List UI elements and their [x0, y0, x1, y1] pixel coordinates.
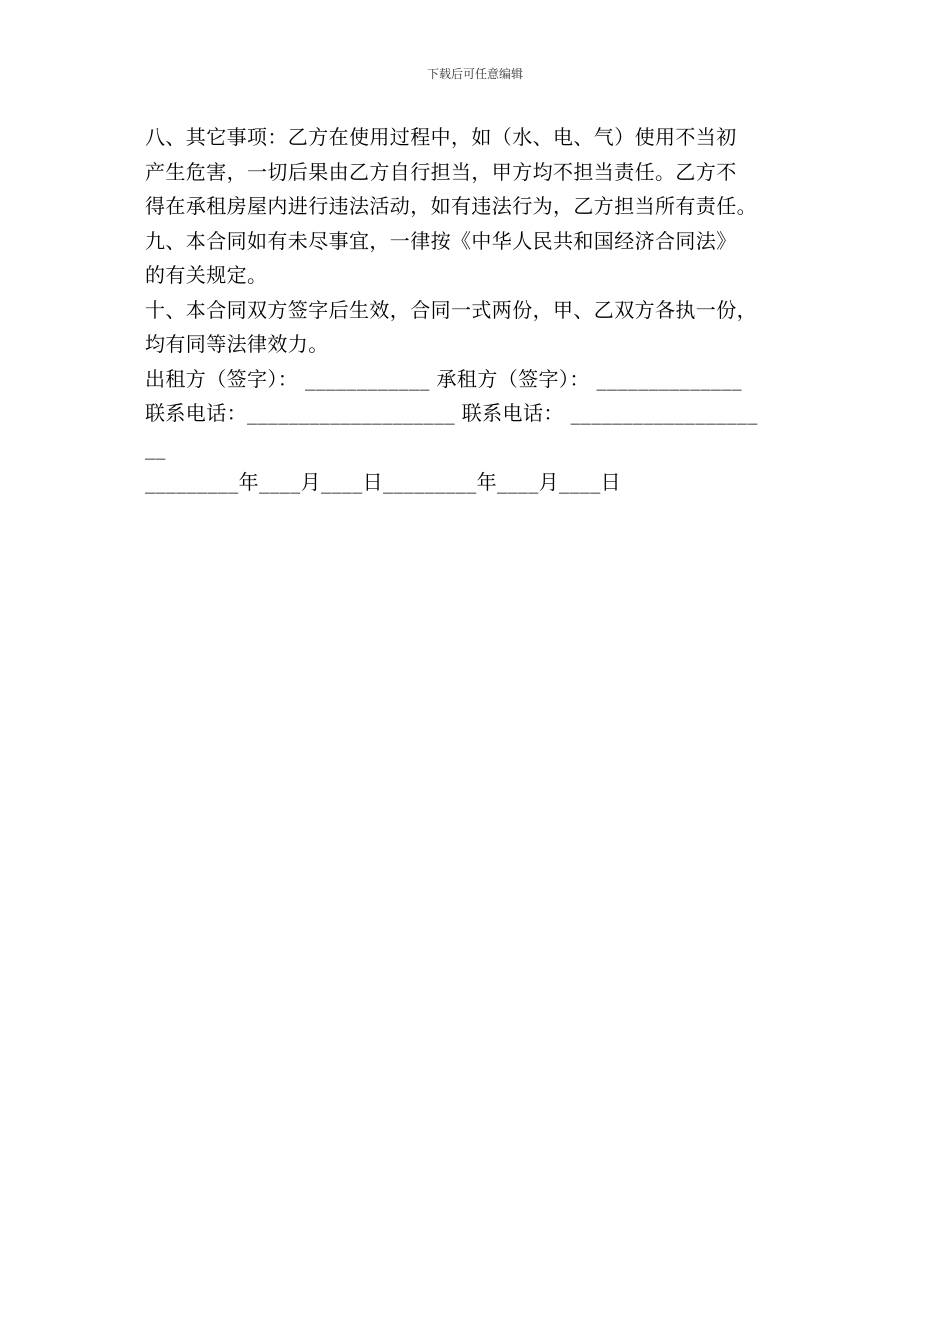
header-note: 下载后可任意编辑	[426, 67, 523, 81]
clause-8-line-3: 得在承租房屋内进行违法活动，如有违法行为，乙方担当所有责任。	[145, 194, 757, 218]
phone-line: 联系电话：____________________ 联系电话： __________________	[145, 401, 758, 425]
clause-10-line-1: 十、本合同双方签字后生效，合同一式两份，甲、乙双方各执一份，	[145, 297, 757, 322]
phone-line-continuation: __	[145, 435, 166, 460]
clause-8-line-1: 八、其它事项：乙方在使用过程中，如（水、电、气）使用不当初	[145, 125, 737, 149]
clause-8-line-2: 产生危害，一切后果由乙方自行担当，甲方均不担当责任。乙方不	[145, 159, 737, 184]
date-line: _________年____月____日_________年____月____日	[145, 470, 621, 494]
clause-9-line-1: 九、本合同如有未尽事宜，一律按《中华人民共和国经济合同法》	[145, 228, 737, 253]
clause-9-line-2: 的有关规定。	[145, 263, 268, 287]
clause-10-line-2: 均有同等法律效力。	[145, 332, 329, 356]
contract-body	[145, 120, 835, 500]
signature-line: 出租方（签字）： ____________ 承租方（签字）： ______________	[145, 366, 743, 391]
